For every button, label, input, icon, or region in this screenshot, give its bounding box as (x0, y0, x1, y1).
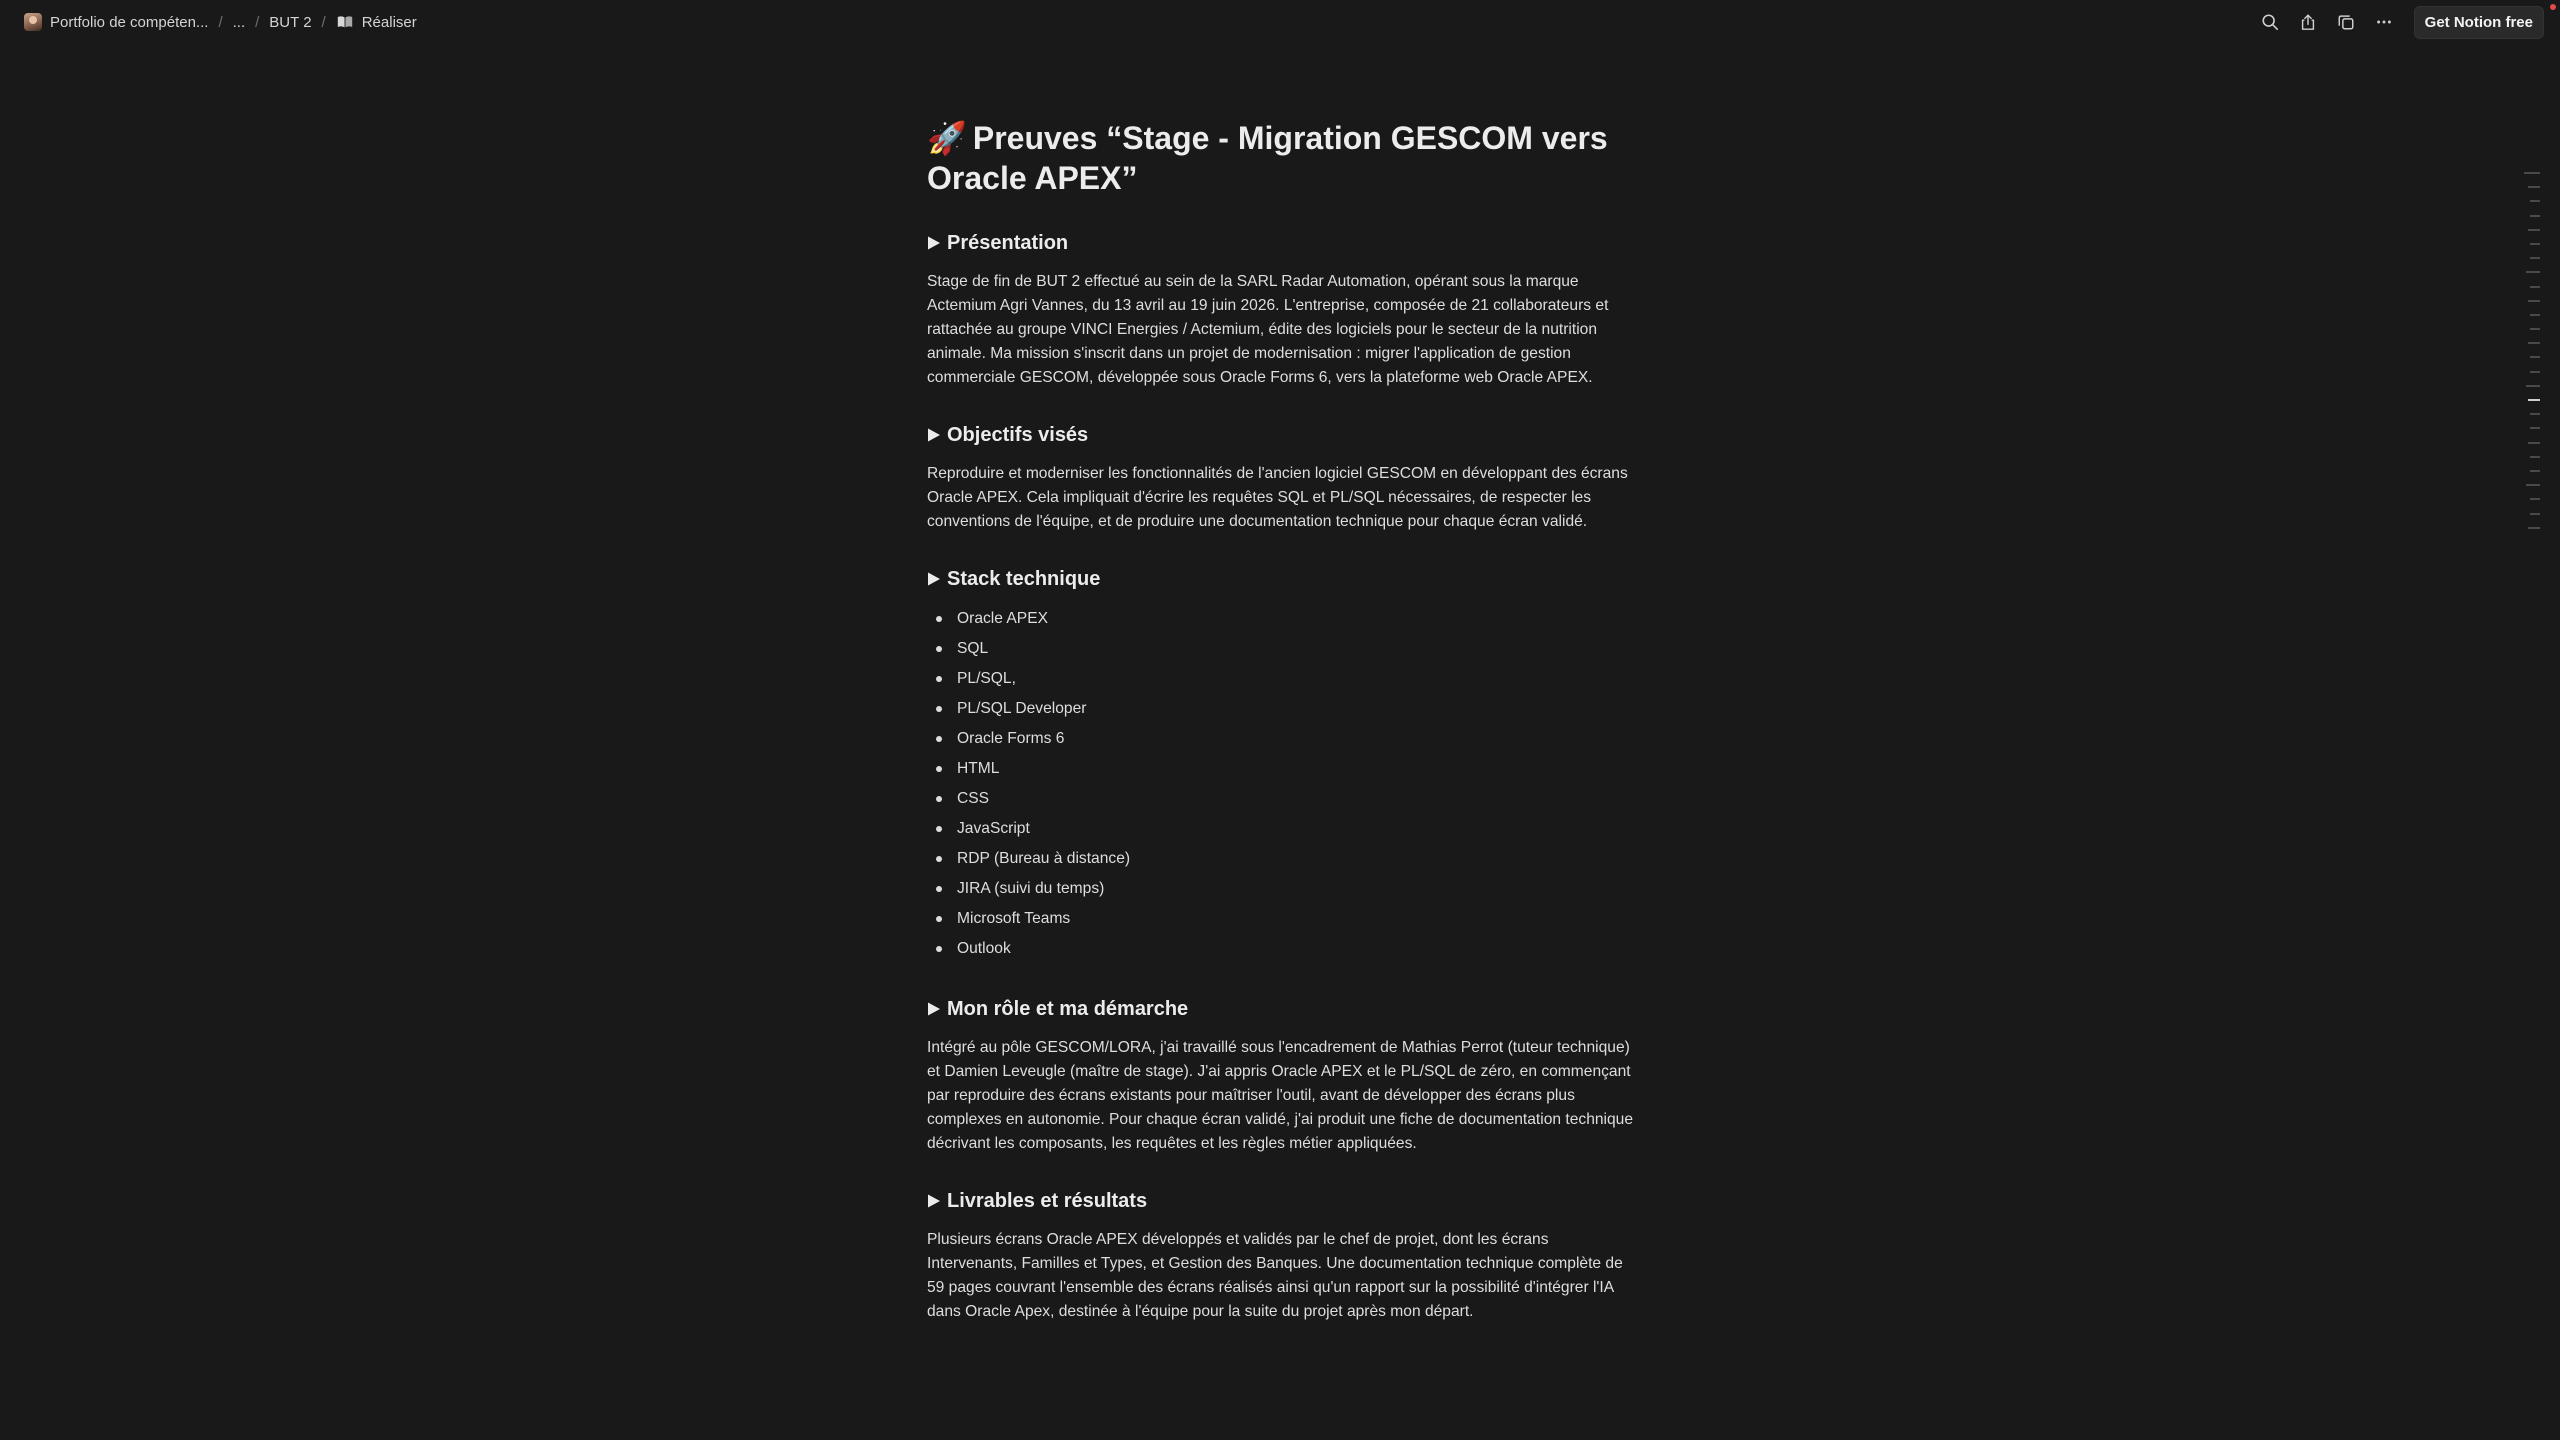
open-book-icon (336, 13, 354, 31)
share-button[interactable] (2294, 8, 2322, 36)
outline-tick[interactable] (2528, 527, 2540, 529)
list-item: PL/SQL Developer (927, 694, 1635, 724)
page-title-text: Preuves “Stage - Migration GESCOM vers Oracle APEX” (927, 120, 1608, 196)
breadcrumb (18, 9, 423, 35)
more-icon (2375, 13, 2393, 31)
get-notion-free-button[interactable]: Get Notion free (2414, 6, 2544, 39)
outline-tick[interactable] (2528, 300, 2540, 302)
breadcrumb-ellipsis-label: ... (232, 13, 246, 31)
breadcrumb-separator: / (255, 13, 260, 31)
breadcrumb-current-label: Réaliser (361, 13, 417, 31)
page-outline[interactable] (2520, 172, 2540, 541)
toggle-heading-stack[interactable] (927, 564, 1635, 594)
list-item: HTML (927, 754, 1635, 784)
stack-list (927, 604, 1635, 964)
section-title: Livrables et résultats (947, 1189, 1148, 1212)
list-item: Oracle Forms 6 (927, 724, 1635, 754)
toggle-arrow-icon[interactable] (927, 570, 945, 588)
outline-tick[interactable] (2530, 498, 2540, 500)
outline-tick[interactable] (2530, 200, 2540, 202)
toggle-heading-presentation[interactable] (927, 228, 1635, 258)
outline-tick[interactable] (2528, 229, 2540, 231)
toggle-arrow-icon[interactable] (927, 234, 945, 252)
notification-dot (2550, 4, 2556, 10)
livrables-text: Plusieurs écrans Oracle APEX développés et validés par le chef de projet, dont les écrans Intervenants, Familles et Types, et Gestion des Banques. Une documentation technique complète de 59 pages couvrant l'ensemble des écrans réalisés ainsi qu'un rapport sur la possibilité d'intégrer l'IA dans Oracle Apex, destinée à l'équipe pour la suite du projet après mon départ. (927, 1231, 1623, 1320)
toggle-heading-livrables[interactable] (927, 1186, 1635, 1216)
duplicate-icon (2337, 13, 2355, 31)
breadcrumb-parent[interactable] (263, 10, 317, 35)
page-content (927, 118, 1635, 1324)
outline-tick[interactable] (2530, 257, 2540, 259)
breadcrumb-separator: / (218, 13, 223, 31)
presentation-text: Stage de fin de BUT 2 effectué au sein de la SARL Radar Automation, opérant sous la marque Actemium Agri Vannes, du 13 avril au 19 juin 2026. L'entreprise, composée de 21 collaborateurs et rattachée au groupe VINCI Energies / Actemium, édite des logiciels pour le secteur de la nutrition animale. Ma mission s'inscrit dans un projet de modernisation : migrer l'application de gestion commerciale GESCOM, développée sous Oracle Forms 6, vers la plateforme web Oracle APEX. (927, 273, 1609, 386)
outline-tick[interactable] (2530, 413, 2540, 415)
list-item: CSS (927, 784, 1635, 814)
section-title: Présentation (947, 231, 1069, 254)
more-button[interactable] (2370, 8, 2398, 36)
list-item: JavaScript (927, 814, 1635, 844)
share-icon (2299, 13, 2317, 31)
outline-tick[interactable] (2530, 427, 2540, 429)
avatar (24, 13, 42, 31)
list-item: Outlook (927, 934, 1635, 964)
outline-tick[interactable] (2526, 271, 2540, 273)
outline-tick[interactable] (2530, 215, 2540, 217)
outline-tick[interactable] (2528, 342, 2540, 344)
toggle-heading-objectifs[interactable] (927, 420, 1635, 450)
outline-tick[interactable] (2526, 484, 2540, 486)
section-title: Stack technique (947, 567, 1101, 590)
breadcrumb-workspace-label: Portfolio de compéten... (50, 13, 209, 31)
toggle-arrow-icon[interactable] (927, 1192, 945, 1210)
outline-tick[interactable] (2530, 243, 2540, 245)
breadcrumb-parent-label: BUT 2 (269, 13, 312, 31)
breadcrumb-current[interactable] (330, 9, 423, 35)
outline-tick[interactable] (2528, 399, 2540, 401)
outline-tick[interactable] (2528, 442, 2540, 444)
section-title: Mon rôle et ma démarche (947, 997, 1189, 1020)
outline-tick[interactable] (2530, 513, 2540, 515)
outline-tick[interactable] (2530, 470, 2540, 472)
list-item: Microsoft Teams (927, 904, 1635, 934)
list-item: PL/SQL, (927, 664, 1635, 694)
outline-tick[interactable] (2530, 371, 2540, 373)
page-emoji-icon[interactable]: 🚀 (927, 120, 967, 156)
outline-tick[interactable] (2528, 186, 2540, 188)
outline-tick[interactable] (2530, 314, 2540, 316)
outline-tick[interactable] (2530, 328, 2540, 330)
list-item: SQL (927, 634, 1635, 664)
top-bar (0, 0, 2560, 44)
duplicate-button[interactable] (2332, 8, 2360, 36)
toggle-arrow-icon[interactable] (927, 1000, 945, 1018)
search-button[interactable] (2256, 8, 2284, 36)
breadcrumb-separator: / (321, 13, 326, 31)
list-item: JIRA (suivi du temps) (927, 874, 1635, 904)
breadcrumb-ellipsis[interactable] (227, 10, 252, 35)
list-item: Oracle APEX (927, 604, 1635, 634)
role-text: Intégré au pôle GESCOM/LORA, j'ai travaillé sous l'encadrement de Mathias Perrot (tuteur technique) et Damien Leveugle (maître de stage). J'ai appris Oracle APEX et le PL/SQL de zéro, en commençant par reproduire des écrans existants pour maîtriser l'outil, avant de développer des écrans plus complexes en autonomie. Pour chaque écran validé, j'ai produit une fiche de documentation technique décrivant les composants, les requêtes et les règles métier appliquées. (927, 1039, 1634, 1152)
page-title[interactable] (927, 118, 1635, 198)
top-actions (2256, 6, 2544, 39)
toggle-heading-role[interactable] (927, 994, 1635, 1024)
search-icon (2261, 13, 2279, 31)
toggle-arrow-icon[interactable] (927, 426, 945, 444)
breadcrumb-workspace[interactable] (18, 9, 214, 35)
list-item: RDP (Bureau à distance) (927, 844, 1635, 874)
outline-tick[interactable] (2524, 172, 2540, 174)
section-title: Objectifs visés (947, 423, 1089, 446)
outline-tick[interactable] (2530, 286, 2540, 288)
objectifs-text: Reproduire et moderniser les fonctionnalités de l'ancien logiciel GESCOM en développant des écrans Oracle APEX. Cela impliquait d'écrire les requêtes SQL et PL/SQL nécessaires, de respecter les conventions de l'équipe, et de produire une documentation technique pour chaque écran validé. (927, 465, 1628, 530)
outline-tick[interactable] (2526, 385, 2540, 387)
outline-tick[interactable] (2530, 356, 2540, 358)
outline-tick[interactable] (2530, 456, 2540, 458)
